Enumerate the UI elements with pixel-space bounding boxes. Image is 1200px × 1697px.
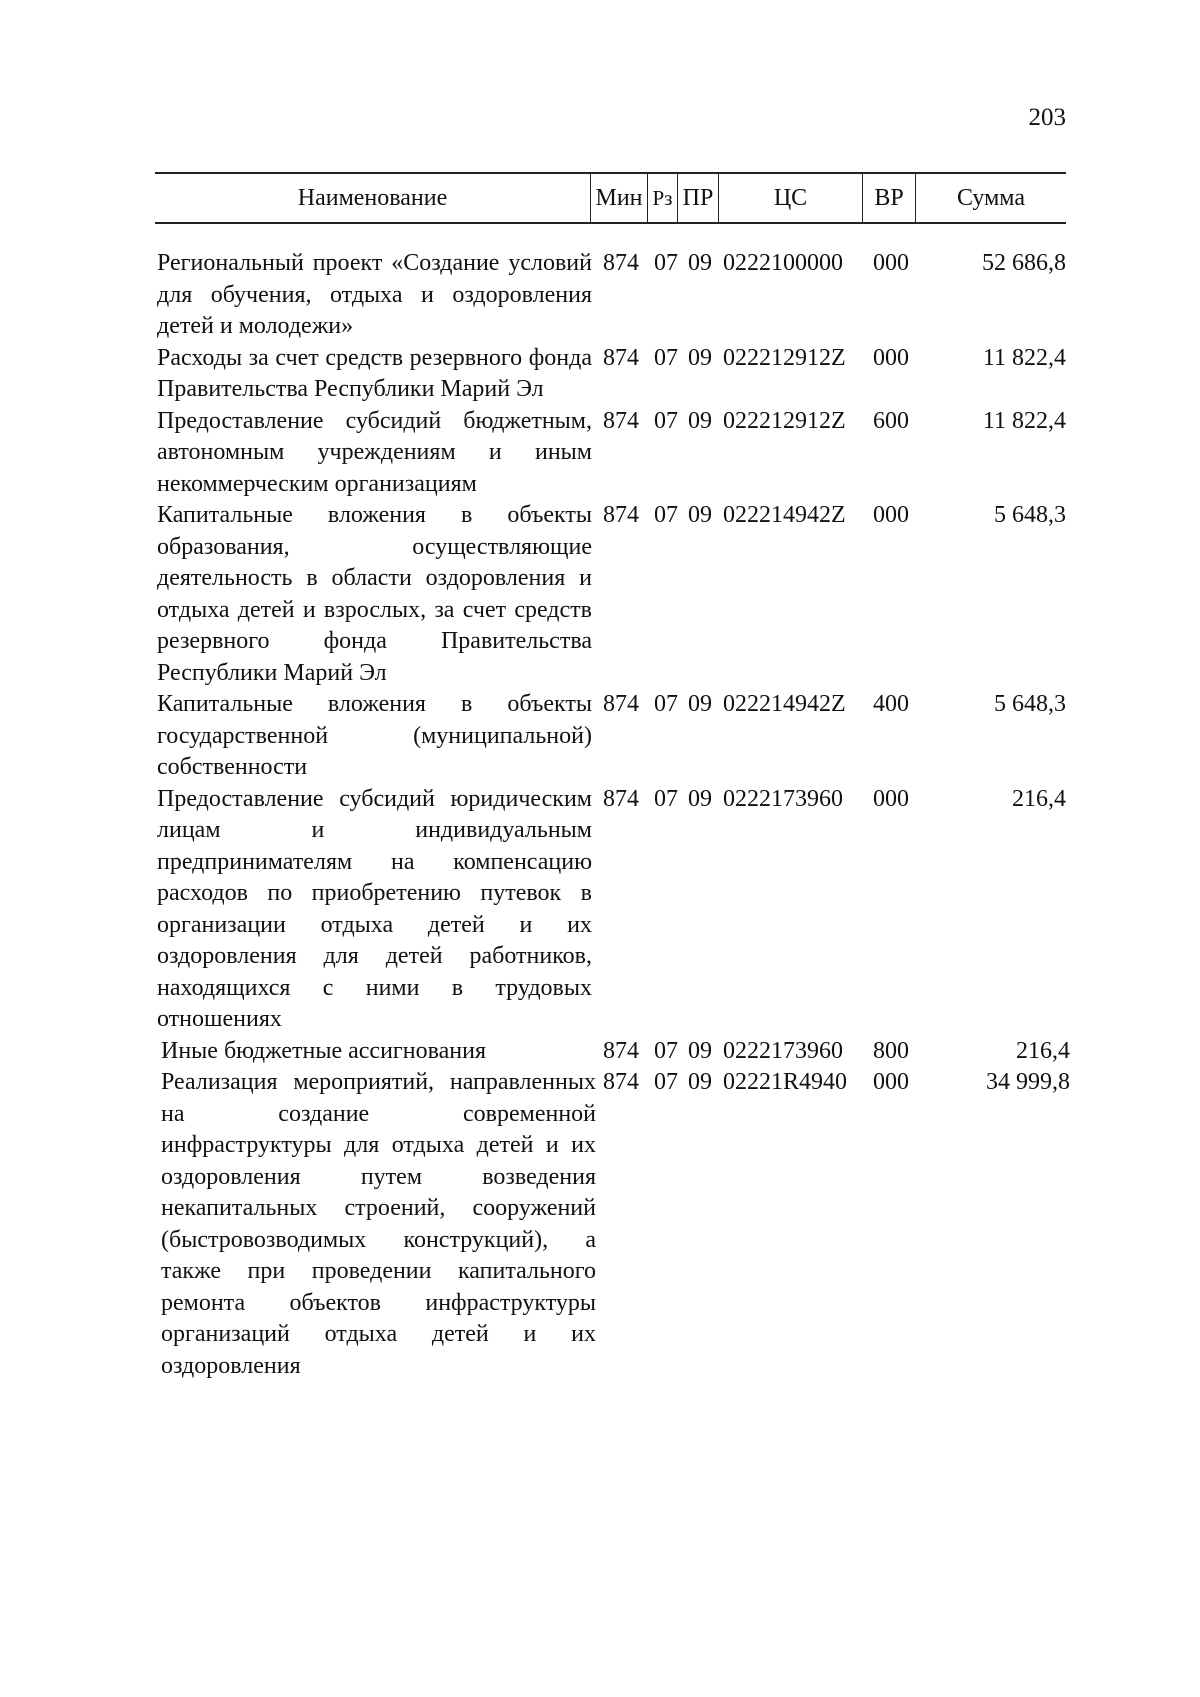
row-cs: 022212912Z [723, 344, 846, 371]
table-row [157, 784, 1072, 1036]
row-cs: 022214942Z [723, 691, 846, 717]
row-rz: 07 [654, 691, 678, 717]
table-row [157, 248, 1072, 343]
row-cs: 0222100000 [723, 250, 843, 276]
row-rz: 07 [654, 344, 678, 371]
row-rz: 07 [654, 785, 678, 812]
row-name: Реализация мероприятий, направленных на создание современной инфраструктуры для отдыха детей и их оздоровления путем возведения некапитальных строений, сооружений (быстровозводимых конструкций), а также при проведении капитального ремонта объектов инфраструктуры организаций отдыха детей и их оздоровления [161, 1069, 596, 1379]
row-sum: 216,4 [1012, 785, 1066, 812]
row-pr: 09 [688, 407, 712, 434]
row-rz: 07 [654, 1037, 678, 1064]
row-sum: 11 822,4 [982, 407, 1066, 434]
row-pr: 09 [688, 785, 712, 812]
row-cs: 0222173960 [723, 785, 843, 812]
row-vr: 400 [873, 691, 909, 717]
header-sum: Сумма [957, 185, 1025, 211]
row-pr: 09 [688, 1069, 712, 1095]
row-rz: 07 [654, 250, 678, 276]
row-sum: 52 686,8 [982, 250, 1066, 276]
row-name: Региональный проект «Создание условий для обучения, отдыха и оздоровления детей и молодежи» [157, 250, 592, 339]
header-min: Мин [590, 174, 647, 222]
row-vr: 000 [873, 502, 909, 528]
row-vr: 000 [873, 1069, 909, 1095]
table-row [157, 500, 1072, 689]
row-pr: 09 [688, 344, 712, 371]
row-name: Предоставление субсидий юридическим лицам и индивидуальным предпринимателям на компенсацию расходов по приобретению путевок в организации отдыха детей и их оздоровления для детей работников, находящихся с ними в трудовых отношениях [157, 785, 592, 1032]
table-row [157, 343, 1072, 406]
row-sum: 11 822,4 [982, 344, 1066, 371]
row-min: 874 [603, 344, 639, 371]
row-vr: 600 [873, 407, 909, 434]
table-row [157, 689, 1072, 784]
row-cs: 022214942Z [723, 502, 846, 528]
row-vr: 000 [873, 344, 909, 371]
row-vr: 000 [873, 785, 909, 812]
row-rz: 07 [654, 407, 678, 434]
table-row [157, 406, 1072, 501]
row-pr: 09 [688, 691, 712, 717]
row-pr: 09 [688, 502, 712, 528]
row-cs: 0222173960 [723, 1037, 843, 1064]
table-row [157, 1067, 1072, 1382]
row-min: 874 [603, 785, 639, 812]
header-rz: Рз [647, 174, 677, 222]
row-name: Предоставление субсидий бюджетным, автономным учреждениям и иным некоммерческим организациям [157, 407, 592, 497]
row-min: 874 [603, 1069, 639, 1095]
row-min: 874 [603, 407, 639, 434]
row-pr: 09 [688, 1037, 712, 1064]
table-body [157, 248, 1072, 1382]
row-name: Иные бюджетные ассигнования [161, 1037, 486, 1064]
row-cs: 02221R4940 [723, 1069, 848, 1095]
header-vr: ВР [862, 174, 916, 222]
header-pr: ПР [677, 174, 718, 222]
row-name: Капитальные вложения в объекты государственной (муниципальной) собственности [157, 691, 592, 780]
page-number: 203 [1028, 104, 1066, 131]
row-min: 874 [603, 250, 639, 276]
row-min: 874 [603, 691, 639, 717]
row-vr: 800 [873, 1037, 909, 1064]
row-pr: 09 [688, 250, 712, 276]
row-sum: 5 648,3 [994, 502, 1066, 528]
row-vr: 000 [873, 250, 909, 276]
row-rz: 07 [654, 1069, 678, 1095]
row-name: Капитальные вложения в объекты образования, осуществляющие деятельность в области оздоровления и отдыха детей и взрослых, за счет средств резервного фонда Правительства Республики Марий Эл [157, 502, 592, 686]
header-cs: ЦС [718, 174, 862, 222]
row-sum: 5 648,3 [994, 691, 1066, 717]
row-cs: 022212912Z [723, 407, 846, 434]
header-name: Наименование [297, 185, 448, 211]
row-name: Расходы за счет средств резервного фонда Правительства Республики Марий Эл [157, 344, 592, 402]
row-sum: 216,4 [1016, 1037, 1070, 1064]
row-min: 874 [603, 1037, 639, 1064]
table-row [157, 1036, 1072, 1068]
row-rz: 07 [654, 502, 678, 528]
table-header [155, 172, 1066, 224]
row-sum: 34 999,8 [986, 1069, 1070, 1095]
row-min: 874 [603, 502, 639, 528]
